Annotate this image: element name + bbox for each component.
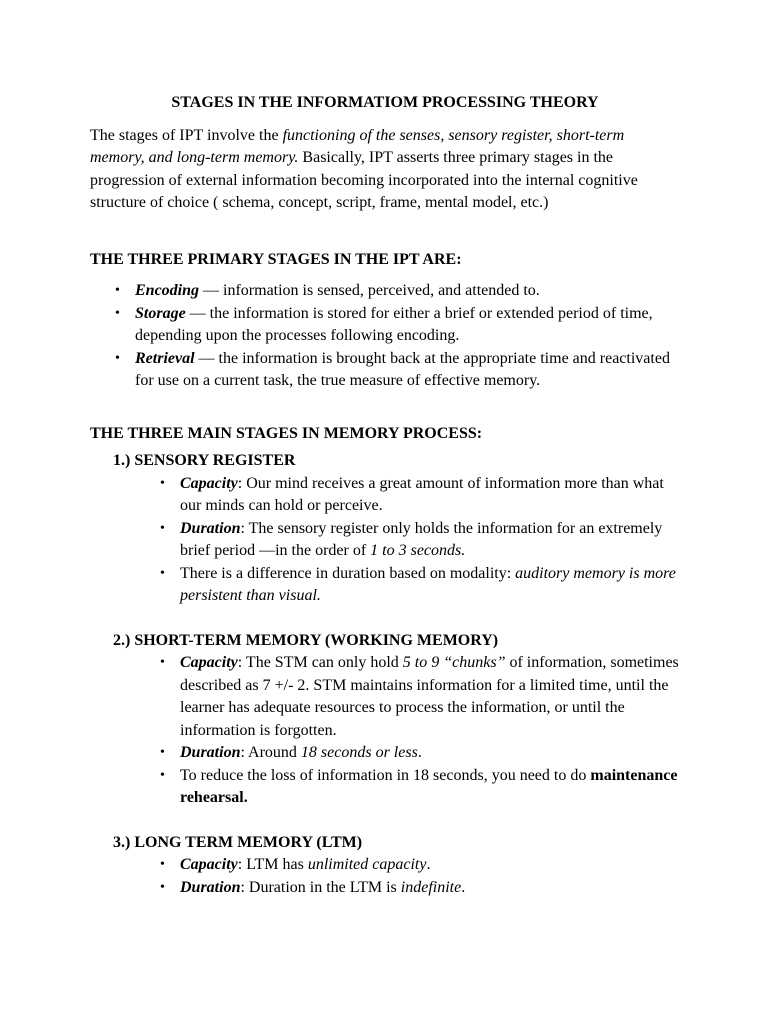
bullet-icon: •	[160, 520, 165, 536]
stm-heading: 2.) SHORT-TERM MEMORY (WORKING MEMORY)	[113, 631, 499, 649]
list-item	[160, 518, 680, 563]
duration-term: Duration	[180, 878, 241, 896]
rehearsal-text: To reduce the loss of information in 18 seconds, you need to do	[180, 766, 591, 784]
modality-text: There is a difference in duration based on modality:	[180, 564, 516, 582]
capacity-term: Capacity	[180, 654, 238, 671]
list-item	[115, 348, 680, 393]
stage-term: Encoding	[135, 282, 200, 299]
duration-text: : Duration in the LTM is	[240, 878, 401, 896]
bullet-icon: •	[160, 745, 165, 760]
duration-italic: 1 to 3 seconds.	[370, 542, 466, 559]
stage-text: — information is sensed, perceived, and attended to.	[199, 282, 540, 299]
capacity-term: Capacity	[180, 474, 238, 492]
duration-italic: indefinite	[400, 878, 462, 896]
primary-stages-heading: THE THREE PRIMARY STAGES IN THE IPT ARE:	[90, 250, 462, 268]
bullet-icon: •	[160, 655, 165, 670]
list-item	[160, 765, 680, 810]
sensory-register-heading: 1.) SENSORY REGISTER	[113, 452, 296, 469]
duration-end: .	[461, 878, 466, 896]
capacity-text: : LTM has	[237, 856, 308, 873]
list-item	[160, 473, 680, 518]
duration-text: : The sensory register only holds the information for an extremely brief period —in the order of	[180, 519, 663, 559]
stage-text: — the information is brought back at the appropriate time and reactivated for use on a current task, the true measure of effective memory.	[135, 349, 670, 389]
duration-italic: 18 seconds or less	[300, 744, 418, 761]
stage-term: Retrieval	[135, 349, 195, 367]
document-page	[90, 92, 680, 899]
stm-list	[90, 652, 680, 810]
rehearsal-bold: maintenance rehearsal.	[180, 766, 678, 806]
intro-italic: functioning of the senses, sensory register, short-term memory, and long-term memory.	[90, 126, 625, 166]
list-item	[160, 854, 680, 877]
bullet-icon: •	[115, 283, 120, 298]
capacity-text-2: of information, sometimes described as 7 +/- 2. STM maintains information for a limited time, until the learner has adequate resources to process the information, or until the information is forgotten.	[180, 654, 679, 739]
duration-end: .	[417, 744, 422, 761]
capacity-text: : Our mind receives a great amount of information more than what our minds can hold or perceive.	[180, 474, 664, 514]
duration-term: Duration	[180, 519, 241, 537]
intro-text-2: Basically, IPT asserts three primary stages in the progression of external information becoming incorporated into the internal cognitive structure of choice ( schema, concept, script, frame, mental model, etc.)	[90, 149, 638, 211]
intro-text-1: The stages of IPT involve the	[90, 126, 283, 144]
capacity-text: : The STM can only hold	[237, 654, 403, 671]
list-item	[160, 742, 680, 765]
list-item	[160, 877, 680, 900]
modality-italic: auditory memory is more persistent than visual.	[180, 564, 676, 604]
capacity-italic: unlimited capacity	[307, 856, 427, 873]
duration-term: Duration	[180, 744, 241, 761]
capacity-term: Capacity	[180, 856, 238, 873]
bullet-icon: •	[160, 857, 165, 872]
bullet-icon: •	[160, 565, 165, 581]
document-title: STAGES IN THE INFORMATIOM PROCESSING THEORY	[171, 94, 599, 111]
primary-stages-list	[90, 280, 680, 393]
bullet-icon: •	[160, 879, 165, 895]
stage-term: Storage	[135, 304, 186, 322]
sensory-register-list	[90, 473, 680, 608]
list-item	[160, 652, 680, 742]
capacity-end: .	[426, 856, 431, 873]
list-item	[160, 563, 680, 608]
capacity-italic: 5 to 9 “chunks”	[402, 654, 506, 671]
bullet-icon: •	[160, 475, 165, 491]
bullet-icon: •	[160, 767, 165, 783]
ltm-list	[90, 854, 680, 899]
bullet-icon: •	[115, 350, 120, 366]
ltm-heading: 3.) LONG TERM MEMORY (LTM)	[113, 833, 363, 851]
list-item	[115, 303, 680, 348]
duration-text: : Around	[240, 744, 301, 761]
list-item	[115, 280, 680, 303]
intro-paragraph	[90, 125, 680, 215]
memory-stages-heading: THE THREE MAIN STAGES IN MEMORY PROCESS:	[90, 424, 483, 442]
bullet-icon: •	[115, 305, 120, 321]
stage-text: — the information is stored for either a brief or extended period of time, depending upon the processes following encoding.	[135, 304, 653, 344]
